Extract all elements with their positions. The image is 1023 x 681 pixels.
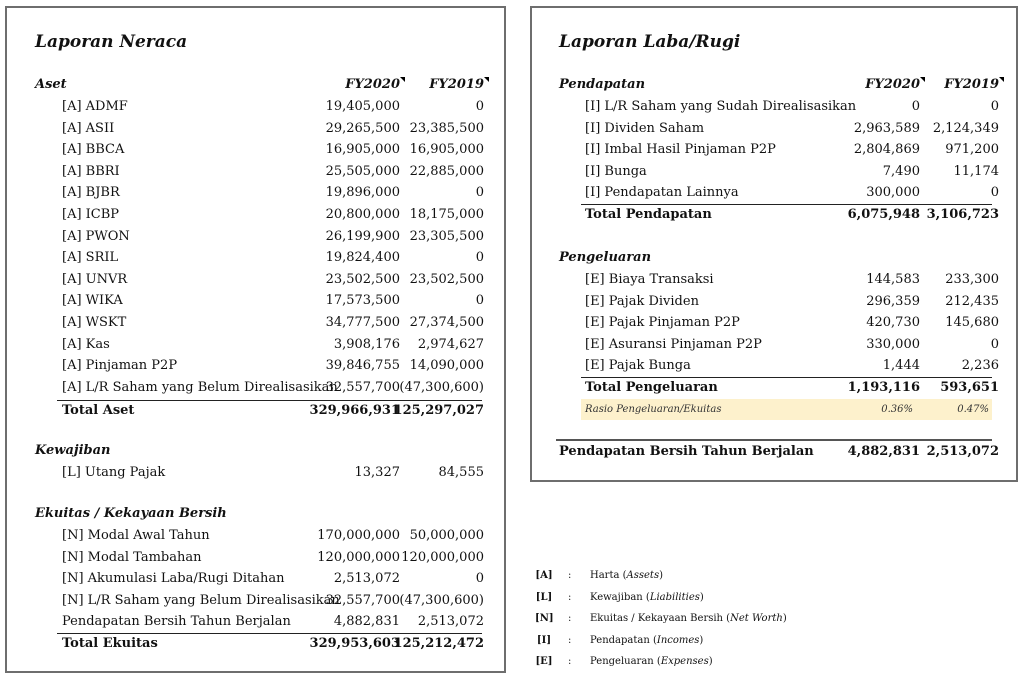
income-item-value-fy2019: 971,200 <box>945 142 999 158</box>
asset-item-value-fy2019: 0 <box>475 293 484 309</box>
asset-item-label: [A] Pinjaman P2P <box>62 358 178 374</box>
balance-sheet-title: Laporan Neraca <box>35 32 188 52</box>
expense-ratio-row <box>581 399 992 420</box>
legend-english-term: Liabilities <box>649 591 700 603</box>
asset-item-row <box>35 334 495 355</box>
liability-item-value-fy2019: 84,555 <box>438 465 484 480</box>
asset-item-value-fy2020: 19,896,000 <box>325 185 400 201</box>
equity-item-value-fy2020: 4,882,831 <box>333 614 400 630</box>
column-header-fy2020[interactable]: FY2020 <box>865 74 920 95</box>
assets-total-fy2019: 125,297,027 <box>393 403 484 418</box>
asset-item-row <box>35 355 495 376</box>
income-item-label: [I] Imbal Hasil Pinjaman P2P <box>585 142 776 158</box>
asset-item-value-fy2020: 23,502,500 <box>325 271 400 287</box>
assets-header-row <box>35 74 495 95</box>
balance-sheet-panel <box>5 6 506 673</box>
income-item-value-fy2020: 2,804,869 <box>853 142 920 158</box>
income-statement-title: Laporan Laba/Rugi <box>559 32 741 52</box>
income-item-value-fy2019: 2,124,349 <box>932 120 999 136</box>
asset-item-value-fy2020: 34,777,500 <box>325 315 400 330</box>
asset-item-value-fy2020: 19,824,400 <box>325 250 400 266</box>
expense-item-value-fy2020: 144,583 <box>866 272 920 287</box>
expenses-heading: Pengeluaran <box>559 250 652 265</box>
income-item-value-fy2020: 2,963,589 <box>853 120 920 136</box>
expense-ratio-fy2020: 0.36% <box>881 404 913 415</box>
income-item-value-fy2020: 300,000 <box>866 185 920 201</box>
column-header-fy2019[interactable]: FY2019 <box>944 74 999 95</box>
equity-item-label: [N] Modal Awal Tahun <box>62 528 210 543</box>
asset-item-value-fy2019: (47,300,600) <box>399 379 484 395</box>
asset-item-row <box>35 118 495 139</box>
legend-english-term: Net Worth <box>730 613 783 624</box>
asset-item-row <box>35 139 495 160</box>
assets-heading: Aset <box>35 77 67 92</box>
filter-corner-icon <box>484 77 489 82</box>
legend-separator: : <box>568 656 572 667</box>
legend-english-term: Incomes <box>656 634 700 646</box>
asset-item-label: [A] BJBR <box>62 185 120 201</box>
asset-item-label: [A] ADMF <box>62 99 128 114</box>
asset-item-row <box>35 96 495 117</box>
expense-item-label: [E] Pajak Bunga <box>585 358 691 374</box>
liability-item-value-fy2020: 13,327 <box>354 465 400 480</box>
income-total-fy2020: 6,075,948 <box>847 207 920 222</box>
income-item-row <box>559 96 999 117</box>
asset-item-value-fy2020: 25,505,000 <box>325 163 400 179</box>
asset-item-value-fy2020: 17,573,500 <box>325 293 400 309</box>
asset-item-label: [A] Kas <box>62 336 110 352</box>
equity-item-row <box>35 525 495 546</box>
asset-item-value-fy2020: 39,846,755 <box>325 358 400 374</box>
asset-item-value-fy2019: 22,885,000 <box>409 163 484 179</box>
income-item-value-fy2019: 0 <box>990 185 999 201</box>
filter-corner-icon <box>999 77 1004 82</box>
expense-item-value-fy2020: 420,730 <box>866 315 920 331</box>
income-item-value-fy2019: 0 <box>990 99 999 114</box>
income-item-row <box>559 139 999 160</box>
liabilities-heading: Kewajiban <box>35 443 111 458</box>
income-item-row <box>559 182 999 203</box>
equity-item-value-fy2020: 120,000,000 <box>317 549 400 565</box>
income-item-value-fy2020: 0 <box>911 99 920 114</box>
equity-item-value-fy2019: 2,513,072 <box>417 614 484 630</box>
asset-item-row <box>35 161 495 182</box>
expense-item-row <box>559 312 999 333</box>
asset-item-row <box>35 377 495 398</box>
asset-item-label: [A] ASII <box>62 120 115 136</box>
asset-item-value-fy2020: 3,908,176 <box>333 336 400 352</box>
equity-item-value-fy2019: 120,000,000 <box>401 549 484 565</box>
legend-code: [N] <box>535 613 554 624</box>
asset-item-label: [A] BBCA <box>62 142 125 158</box>
legend-code: [I] <box>536 634 552 646</box>
expense-item-value-fy2020: 330,000 <box>866 336 920 352</box>
legend-description: Pengeluaran (Expenses) <box>590 656 713 667</box>
income-heading: Pendapatan <box>559 77 646 92</box>
equity-item-value-fy2020: 32,557,700 <box>325 592 400 608</box>
asset-item-value-fy2020: 20,800,000 <box>325 207 400 222</box>
expenses-total-label: Total Pengeluaran <box>585 380 718 395</box>
expenses-total-fy2019: 593,651 <box>940 380 999 395</box>
legend-separator: : <box>568 634 572 646</box>
legend-separator: : <box>568 591 572 603</box>
equity-item-value-fy2020: 2,513,072 <box>333 571 400 587</box>
equity-item-row <box>35 568 495 589</box>
equity-item-value-fy2019: (47,300,600) <box>399 592 484 608</box>
asset-item-row <box>35 247 495 268</box>
filter-corner-icon <box>920 77 925 82</box>
income-statement-panel <box>530 6 1018 482</box>
asset-item-value-fy2019: 0 <box>475 250 484 266</box>
legend-english-term: Expenses <box>660 656 709 667</box>
asset-item-value-fy2019: 0 <box>475 185 484 201</box>
asset-item-row <box>35 290 495 311</box>
expense-item-label: [E] Pajak Pinjaman P2P <box>585 315 740 331</box>
income-header-row <box>559 74 999 95</box>
equity-item-label: [N] L/R Saham yang Belum Direalisasikan <box>62 592 340 608</box>
expense-item-value-fy2020: 296,359 <box>866 293 920 309</box>
equity-item-label: [N] Modal Tambahan <box>62 549 202 565</box>
asset-item-value-fy2019: 2,974,627 <box>417 336 484 352</box>
net-income-fy2020: 4,882,831 <box>847 444 920 459</box>
expense-item-value-fy2019: 0 <box>990 336 999 352</box>
expense-item-row <box>559 334 999 355</box>
equity-item-label: Pendapatan Bersih Tahun Berjalan <box>62 614 291 630</box>
asset-item-label: [A] PWON <box>62 228 130 244</box>
expense-item-row <box>559 355 999 376</box>
asset-item-label: [A] BBRI <box>62 163 120 179</box>
asset-item-row <box>35 269 495 290</box>
expense-item-value-fy2020: 1,444 <box>882 358 920 374</box>
equity-header-row <box>35 503 495 524</box>
legend-code: [A] <box>535 570 553 581</box>
equity-total-fy2019: 125,212,472 <box>393 636 484 651</box>
legend-code: [E] <box>535 656 553 667</box>
expense-item-value-fy2019: 233,300 <box>945 272 999 287</box>
expense-item-value-fy2019: 212,435 <box>945 293 999 309</box>
filter-corner-icon <box>400 77 405 82</box>
equity-item-label: [N] Akumulasi Laba/Rugi Ditahan <box>62 571 285 587</box>
legend-description: Pendapatan (Incomes) <box>590 634 704 646</box>
income-item-label: [I] Pendapatan Lainnya <box>585 185 739 201</box>
equity-item-value-fy2019: 50,000,000 <box>409 528 484 543</box>
income-item-label: [I] Dividen Saham <box>585 120 705 136</box>
asset-item-value-fy2019: 16,905,000 <box>409 142 484 158</box>
net-income-fy2019: 2,513,072 <box>926 444 999 459</box>
asset-item-value-fy2019: 18,175,000 <box>409 207 484 222</box>
assets-total-label: Total Aset <box>62 403 135 418</box>
equity-heading: Ekuitas / Kekayaan Bersih <box>35 506 227 521</box>
income-item-value-fy2020: 7,490 <box>882 163 920 179</box>
equity-total-row <box>35 633 495 654</box>
equity-total-fy2020: 329,953,603 <box>309 636 400 651</box>
column-header-fy2020[interactable]: FY2020 <box>345 74 400 95</box>
expense-item-label: [E] Asuransi Pinjaman P2P <box>585 336 762 352</box>
income-item-row <box>559 161 999 182</box>
expense-ratio-fy2019: 0.47% <box>957 404 989 415</box>
expense-item-value-fy2019: 2,236 <box>961 358 999 374</box>
income-item-row <box>559 118 999 139</box>
asset-item-label: [A] ICBP <box>62 207 120 222</box>
equity-item-value-fy2020: 170,000,000 <box>317 528 400 543</box>
asset-item-value-fy2019: 23,385,500 <box>409 120 484 136</box>
net-income-label: Pendapatan Bersih Tahun Berjalan <box>559 444 814 459</box>
asset-item-label: [A] L/R Saham yang Belum Direalisasikan <box>62 379 338 395</box>
asset-item-value-fy2019: 14,090,000 <box>409 358 484 374</box>
asset-item-value-fy2020: 19,405,000 <box>325 99 400 114</box>
equity-item-row <box>35 547 495 568</box>
net-income-row <box>559 441 999 462</box>
asset-item-label: [A] SRIL <box>62 250 119 266</box>
income-total-row <box>559 204 999 225</box>
asset-item-label: [A] WSKT <box>62 315 127 330</box>
equity-item-value-fy2019: 0 <box>475 571 484 587</box>
asset-item-value-fy2019: 23,305,500 <box>409 228 484 244</box>
asset-item-value-fy2019: 0 <box>475 99 484 114</box>
asset-item-label: [A] WIKA <box>62 293 123 309</box>
expense-item-label: [E] Pajak Dividen <box>585 293 699 309</box>
expense-item-row <box>559 269 999 290</box>
expenses-total-row <box>559 377 999 398</box>
legend-english-term: Assets <box>626 570 660 581</box>
column-header-fy2019[interactable]: FY2019 <box>429 74 484 95</box>
equity-item-row <box>35 611 495 632</box>
asset-item-value-fy2019: 27,374,500 <box>409 315 484 330</box>
income-item-label: [I] Bunga <box>585 163 647 179</box>
income-item-label: [I] L/R Saham yang Sudah Direalisasikan <box>585 99 857 114</box>
legend-code: [L] <box>535 591 553 603</box>
legend-description: Ekuitas / Kekayaan Bersih (Net Worth) <box>590 613 787 624</box>
assets-total-row <box>35 400 495 421</box>
asset-item-value-fy2020: 26,199,900 <box>325 228 400 244</box>
expenses-header-row <box>559 247 999 268</box>
expenses-total-fy2020: 1,193,116 <box>847 380 920 395</box>
liabilities-header-row <box>35 440 495 461</box>
expense-item-value-fy2019: 145,680 <box>945 315 999 331</box>
legend-description: Kewajiban (Liabilities) <box>590 591 704 603</box>
legend-description: Harta (Assets) <box>590 570 663 581</box>
liability-item-row <box>35 462 495 483</box>
expense-item-row <box>559 291 999 312</box>
asset-item-value-fy2020: 16,905,000 <box>325 142 400 158</box>
asset-item-label: [A] UNVR <box>62 271 128 287</box>
asset-item-row <box>35 226 495 247</box>
legend-separator: : <box>568 613 572 624</box>
legend-separator: : <box>568 570 572 581</box>
asset-item-value-fy2020: 29,265,500 <box>325 120 400 136</box>
expense-item-label: [E] Biaya Transaksi <box>585 272 714 287</box>
income-total-label: Total Pendapatan <box>585 207 712 222</box>
income-total-fy2019: 3,106,723 <box>926 207 999 222</box>
equity-total-label: Total Ekuitas <box>62 636 158 651</box>
asset-item-row <box>35 182 495 203</box>
assets-total-fy2020: 329,966,931 <box>309 403 400 418</box>
asset-item-row <box>35 312 495 333</box>
asset-item-row <box>35 204 495 225</box>
equity-item-row <box>35 590 495 611</box>
asset-item-value-fy2019: 23,502,500 <box>409 271 484 287</box>
liability-item-label: [L] Utang Pajak <box>62 465 166 480</box>
expense-ratio-label: Rasio Pengeluaran/Ekuitas <box>585 404 722 415</box>
asset-item-value-fy2020: 32,557,700 <box>325 379 400 395</box>
income-item-value-fy2019: 11,174 <box>953 163 999 179</box>
